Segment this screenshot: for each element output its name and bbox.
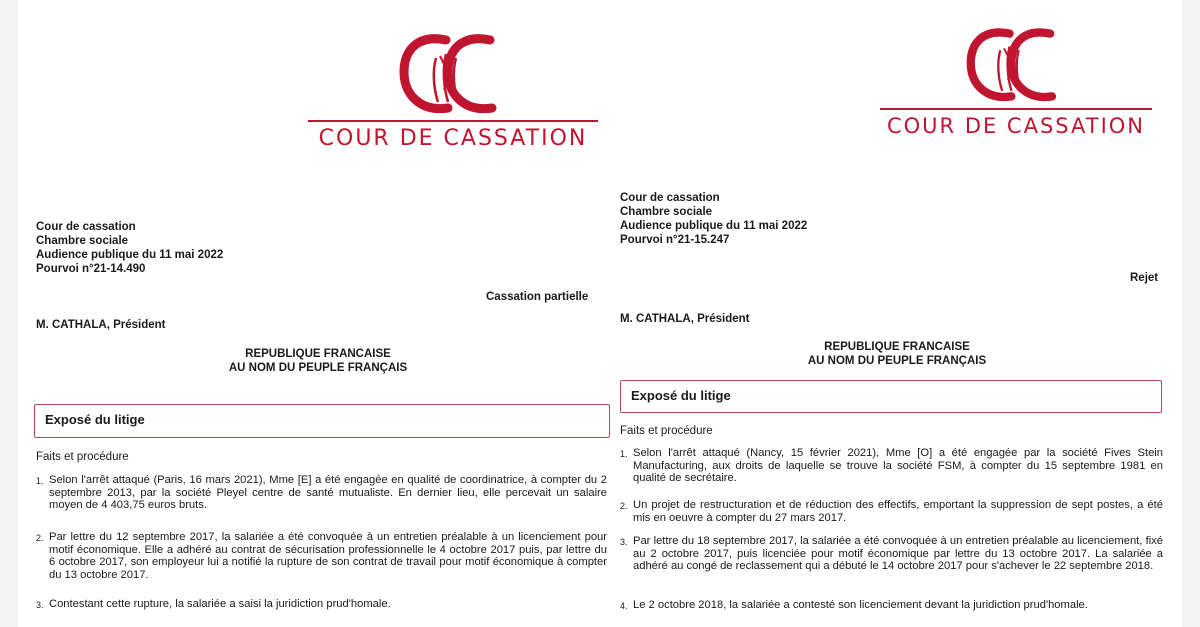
paragraph-text: Contestant cette rupture, la salariée a saisi la juridiction prud'homale. (49, 598, 391, 610)
republic-line-1: REPUBLIQUE FRANCAISE (824, 341, 970, 353)
paragraph-text: Selon l'arrêt attaqué (Nancy, 15 février 2021), Mme [O] a été engagée par la société Fives Stein Manufacturing, aux droits de laquelle se trouve la société FSM, à compter du 15 septembre 1981 en qualité de secrétaire. (633, 447, 1163, 484)
paragraph-2 (620, 499, 1163, 524)
logo-text: COUR DE CASSATION (886, 114, 1146, 138)
decision-label: Rejet (1130, 272, 1159, 284)
logo-rule (308, 120, 598, 122)
paragraph-number: 2. (36, 533, 44, 543)
court-monogram-icon (956, 22, 1076, 108)
court-monogram-icon (388, 28, 518, 120)
chamber-name: Chambre sociale (36, 235, 129, 247)
paragraph-3 (36, 598, 607, 611)
appeal-number: Pourvoi n°21-15.247 (620, 234, 730, 246)
president-name: M. CATHALA, Président (620, 313, 750, 325)
paragraph-text: Selon l'arrêt attaqué (Paris, 16 mars 2021), Mme [E] a été engagée en qualité de coordinatrice, à compter du 2 septembre 2013, par la société Pleyel centre de santé mutualiste. En dernier lieu, elle percevait un salaire moyen de 4 403,75 euros bruts. (49, 474, 607, 511)
case-header (620, 191, 807, 247)
paragraph-1 (620, 447, 1163, 485)
section-title: Exposé du litige (45, 412, 145, 427)
logo-rule (880, 108, 1152, 110)
paragraph-text: Par lettre du 12 septembre 2017, la salariée a été convoquée à un entretien préalable à un licenciement pour motif économique. Elle a adhéré au contrat de sécurisation professionnelle le 4 octobre 2017 puis, par lettre du 6 octobre 2017, son employeur lui a notifié la rupture de son contrat de travail pour motif économique à compter du 13 octobre 2017. (49, 531, 607, 581)
paragraph-number: 3. (620, 537, 628, 547)
president-name: M. CATHALA, Président (36, 319, 166, 331)
paragraph-text: Le 2 octobre 2018, la salariée a contesté son licenciement devant la juridiction prud'homale. (633, 599, 1088, 611)
subsection-title: Faits et procédure (620, 425, 713, 437)
paragraph-1 (36, 474, 607, 512)
court-name: Cour de cassation (36, 221, 136, 233)
republic-heading (752, 340, 1042, 368)
section-title-box (34, 404, 610, 438)
subsection-title: Faits et procédure (36, 451, 129, 463)
section-title-box (620, 380, 1162, 413)
paragraph-number: 3. (36, 600, 44, 610)
republic-line-2: AU NOM DU PEUPLE FRANÇAIS (228, 362, 408, 374)
republic-line-2: AU NOM DU PEUPLE FRANÇAIS (807, 355, 987, 367)
logo-text: COUR DE CASSATION (318, 126, 588, 151)
document-left (18, 0, 614, 627)
paragraph-number: 1. (36, 476, 44, 486)
paragraph-text: Par lettre du 18 septembre 2017, la salariée a été convoquée à un entretien préalable au licenciement, fixé au 2 octobre 2017, puis licenciée pour motif économique par lettre du 13 octobre 2017. La salariée a adhéré au congé de reclassement qui a débuté le 14 octobre 2017 pour s'achever le 22 septembre 2018. (633, 535, 1163, 572)
section-title: Exposé du litige (631, 388, 731, 403)
document-right (612, 0, 1182, 627)
appeal-number: Pourvoi n°21-14.490 (36, 263, 146, 275)
case-header (36, 220, 223, 276)
republic-heading (168, 347, 468, 375)
republic-line-1: REPUBLIQUE FRANCAISE (245, 348, 391, 360)
paragraph-number: 1. (620, 449, 628, 459)
decision-label: Cassation partielle (486, 291, 589, 303)
hearing-date: Audience publique du 11 mai 2022 (36, 249, 224, 261)
paragraph-number: 2. (620, 501, 628, 511)
paragraph-2 (36, 531, 607, 581)
court-logo (880, 22, 1152, 138)
hearing-date: Audience publique du 11 mai 2022 (620, 220, 808, 232)
chamber-name: Chambre sociale (620, 206, 713, 218)
paragraph-3 (620, 535, 1163, 573)
court-logo (308, 28, 598, 151)
paragraph-4 (620, 599, 1163, 612)
paragraph-number: 4. (620, 601, 628, 611)
paragraph-text: Un projet de restructuration et de réduction des effectifs, emportant la suppression de sept postes, a été mis en oeuvre à compter du 27 mars 2017. (633, 499, 1163, 524)
court-name: Cour de cassation (620, 192, 720, 204)
